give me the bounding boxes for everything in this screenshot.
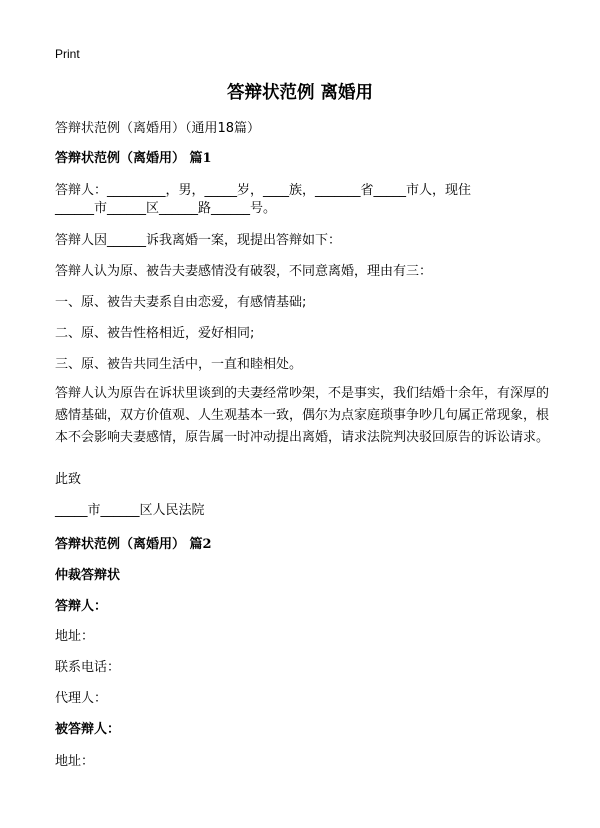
opponent-label: 被答辩人： [55, 722, 121, 737]
reason-3: 三、原、被告共同生活中，一直和睦相处。 [55, 357, 303, 372]
form-title: 仲裁答辩状 [55, 568, 121, 583]
phone-label: 联系电话： [55, 660, 121, 675]
case-line: 答辩人因______诉我离婚一案，现提出答辩如下： [55, 233, 342, 248]
reason-1: 一、原、被告夫妻系自由恋爱，有感情基础; [55, 295, 307, 310]
respondent-label: 答辩人： [55, 599, 108, 614]
reason-2: 二、原、被告性格相近，爱好相同; [55, 326, 255, 341]
print-label[interactable]: Print [55, 47, 80, 61]
respondent-line-1: 答辩人：_________，男，_____岁，____族，_______省_____市人，现住 [55, 183, 472, 198]
section1-heading: 答辩状范例（离婚用） 篇1 [55, 151, 212, 166]
document-title: 答辩状范例 离婚用 [226, 83, 374, 103]
respondent-line-2: ______市______区______路______号。 [55, 201, 277, 216]
section2-heading: 答辩状范例（离婚用） 篇2 [55, 537, 212, 552]
agent-label: 代理人： [55, 691, 108, 706]
court-line: _____市______区人民法院 [55, 503, 205, 518]
address-label-2: 地址： [55, 754, 95, 769]
address-label-1: 地址： [55, 629, 95, 644]
document-subtitle: 答辩状范例（离婚用）（通用18篇） [55, 121, 261, 136]
claim-line: 答辩人认为原、被告夫妻感情没有破裂，不同意离婚，理由有三： [55, 264, 433, 279]
argument-paragraph: 答辩人认为原告在诉状里谈到的夫妻经常吵架，不是事实，我们结婚十余年，有深厚的感情基础，双方价值观、人生观基本一致，偶尔为点家庭琐事争吵几句属正常现象，根本不会影响夫妻感情，原告属一时冲动提出离婚，请求法院判决驳回原告的诉讼请求。 [55, 386, 550, 445]
closing-line: 此致 [55, 472, 82, 487]
